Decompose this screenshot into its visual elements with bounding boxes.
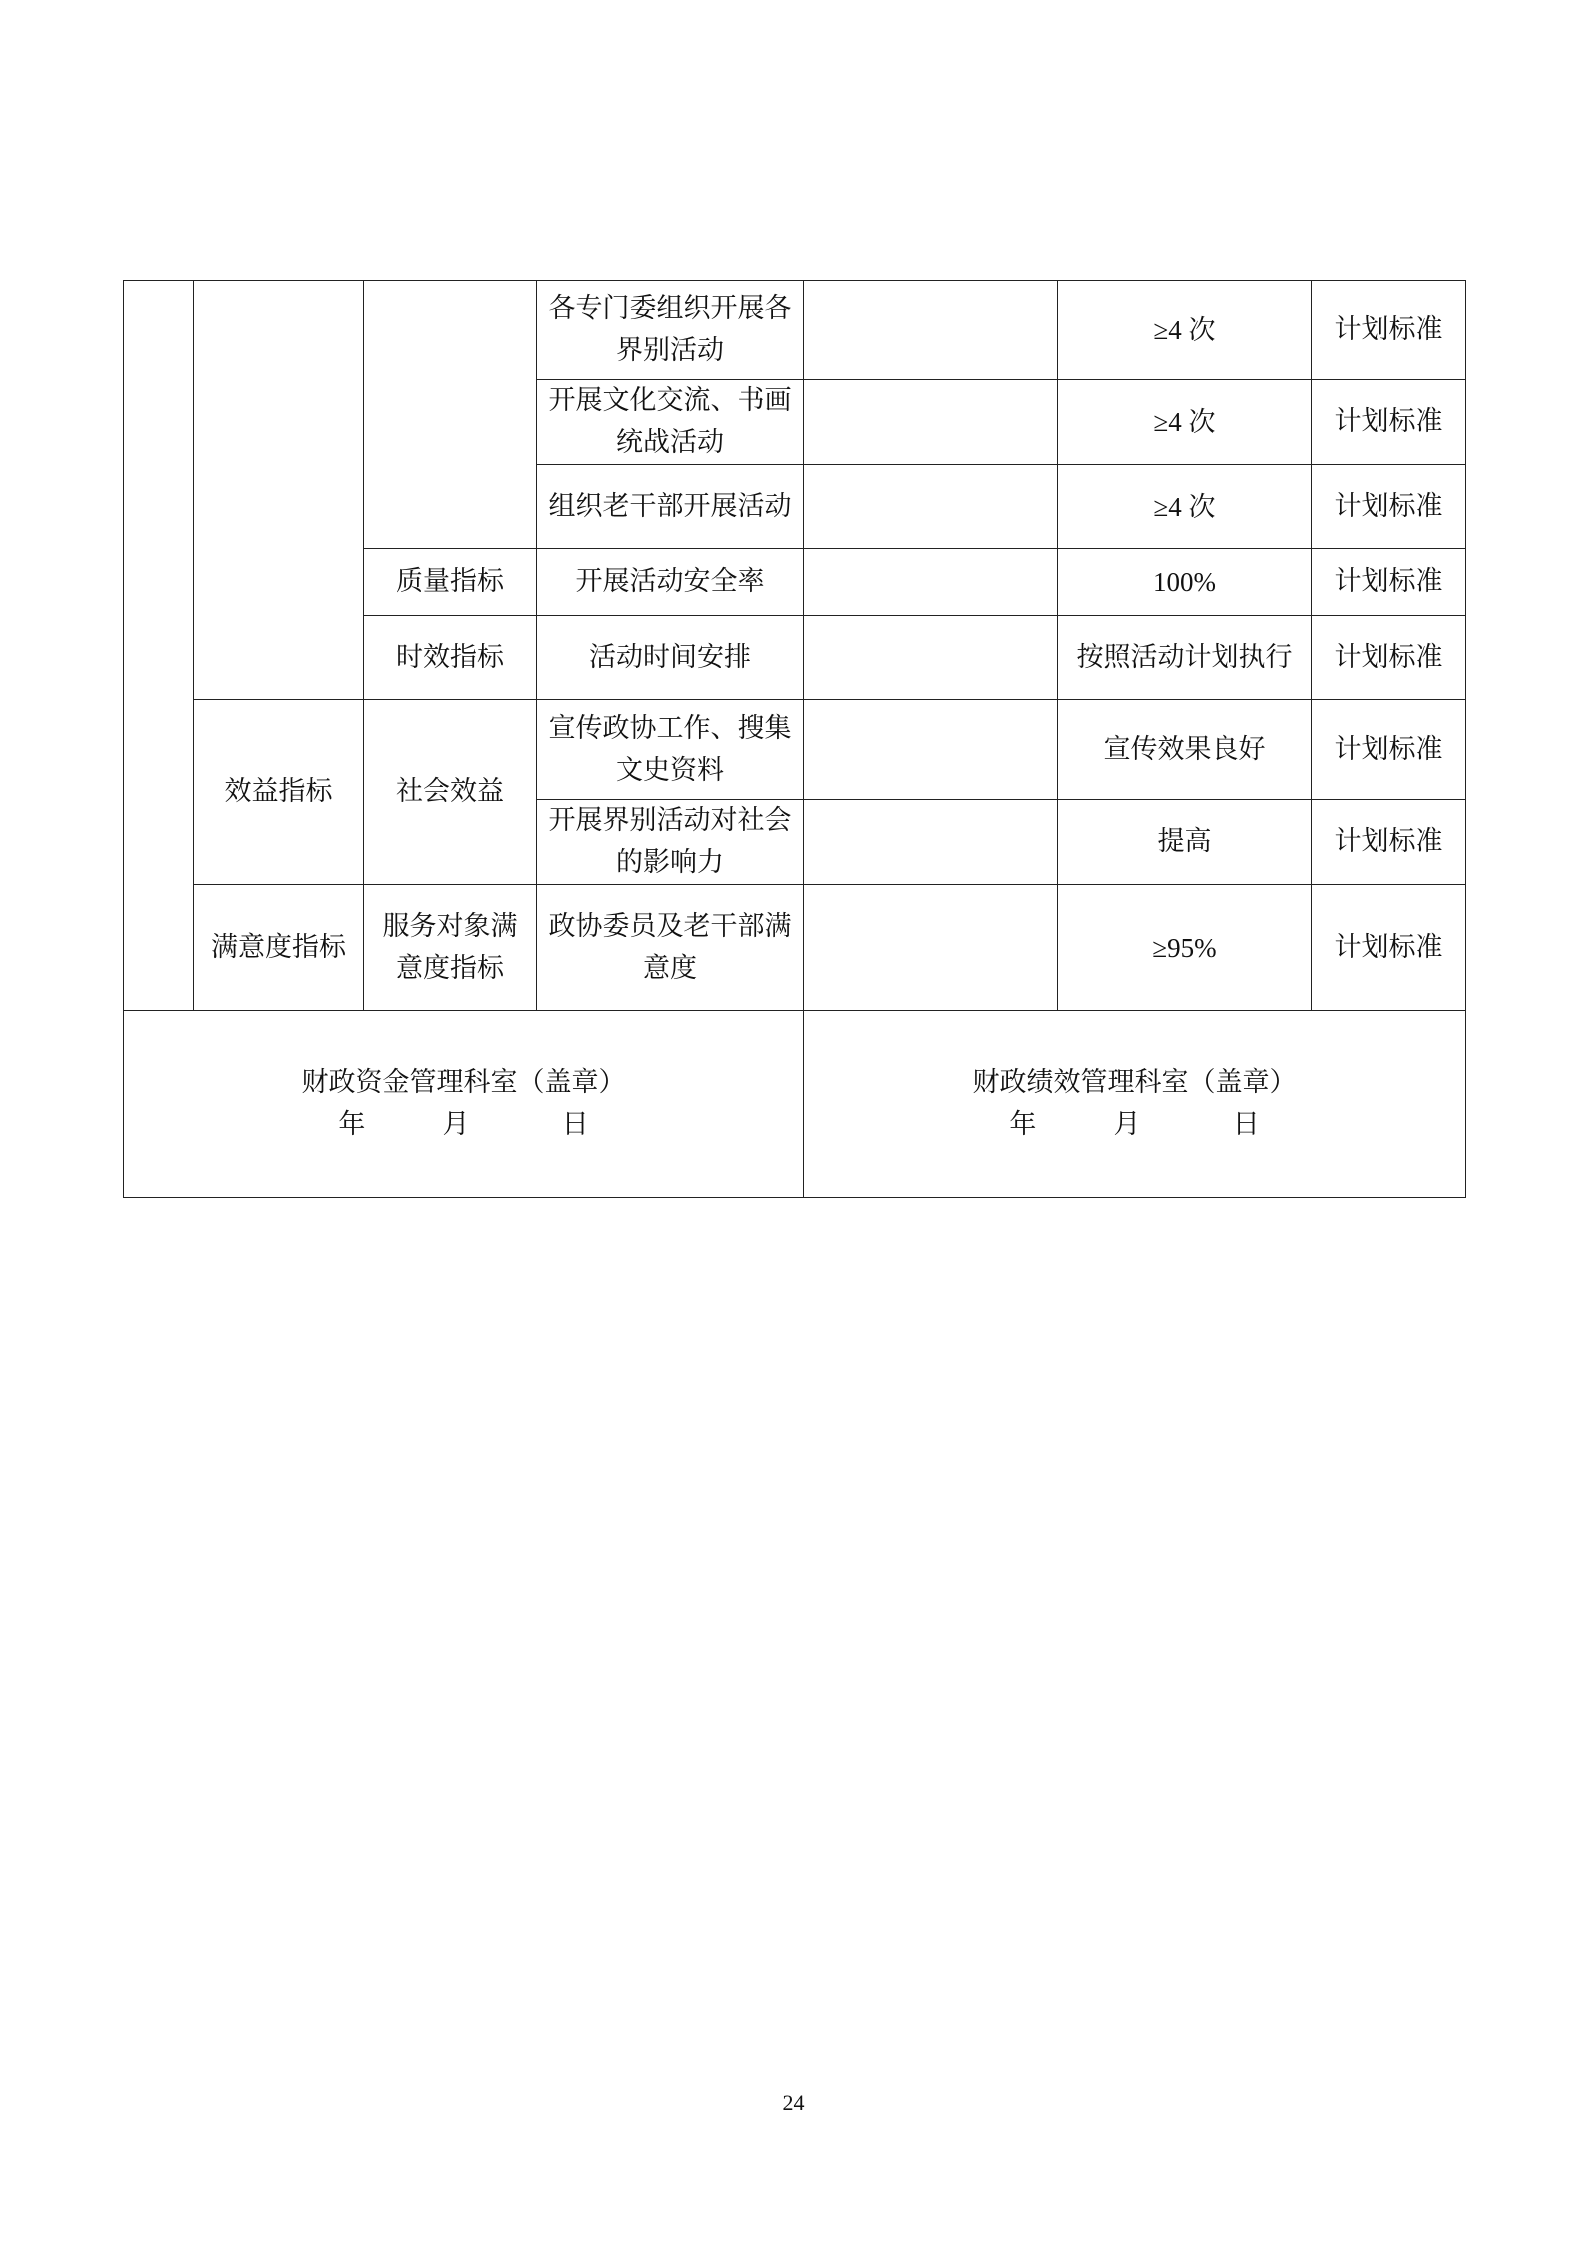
blank-cell [804, 800, 1058, 885]
date-line [134, 1104, 793, 1146]
seal-unit-label: 财政资金管理科室（盖章） [301, 1067, 626, 1098]
target-value-cell: 100% [1058, 549, 1312, 616]
blank-cell [124, 281, 194, 1011]
year-label: 年 [1009, 1109, 1037, 1140]
day-label: 日 [1232, 1109, 1260, 1140]
standard-cell: 计划标准 [1312, 700, 1466, 800]
signature-row [124, 1011, 1466, 1198]
table-row [124, 700, 1466, 800]
level2-indicator-cell: 服务对象满意度指标 [364, 885, 537, 1011]
day-label: 日 [561, 1109, 589, 1140]
standard-cell: 计划标准 [1312, 800, 1466, 885]
blank-cell [804, 380, 1058, 465]
target-value-cell: ≥95% [1058, 885, 1312, 1011]
standard-cell: 计划标准 [1312, 616, 1466, 700]
standard-cell: 计划标准 [1312, 465, 1466, 549]
indicator-cell: 开展文化交流、书画统战活动 [537, 380, 804, 465]
indicator-cell: 开展界别活动对社会的影响力 [537, 800, 804, 885]
date-line [814, 1104, 1455, 1146]
standard-cell: 计划标准 [1312, 281, 1466, 380]
blank-cell [804, 281, 1058, 380]
year-label: 年 [338, 1109, 366, 1140]
blank-cell [804, 549, 1058, 616]
level2-indicator-cell: 质量指标 [364, 549, 537, 616]
blank-cell [194, 281, 364, 700]
page-number: 24 [782, 2090, 805, 2115]
standard-cell: 计划标准 [1312, 885, 1466, 1011]
blank-cell [804, 465, 1058, 549]
indicator-cell: 开展活动安全率 [537, 549, 804, 616]
indicator-cell: 组织老干部开展活动 [537, 465, 804, 549]
indicator-cell: 宣传政协工作、搜集文史资料 [537, 700, 804, 800]
blank-cell [804, 885, 1058, 1011]
blank-cell [804, 700, 1058, 800]
signature-block-left [124, 1011, 804, 1198]
blank-cell [804, 616, 1058, 700]
target-value-cell: 宣传效果良好 [1058, 700, 1312, 800]
table-row [124, 281, 1466, 380]
level2-indicator-cell: 时效指标 [364, 616, 537, 700]
performance-indicator-table [123, 280, 1466, 1198]
target-value-cell: ≥4 次 [1058, 281, 1312, 380]
level2-indicator-cell: 社会效益 [364, 700, 537, 885]
month-label: 月 [1113, 1109, 1141, 1140]
table-row [124, 885, 1466, 1011]
target-value-cell: 提高 [1058, 800, 1312, 885]
seal-unit-label: 财政绩效管理科室（盖章） [972, 1067, 1297, 1098]
month-label: 月 [442, 1109, 470, 1140]
target-value-cell: ≥4 次 [1058, 465, 1312, 549]
indicator-cell: 政协委员及老干部满意度 [537, 885, 804, 1011]
standard-cell: 计划标准 [1312, 549, 1466, 616]
indicator-cell: 各专门委组织开展各界别活动 [537, 281, 804, 380]
blank-cell [364, 281, 537, 549]
level1-indicator-cell: 满意度指标 [194, 885, 364, 1011]
signature-block-right [804, 1011, 1466, 1198]
standard-cell: 计划标准 [1312, 380, 1466, 465]
level1-indicator-cell: 效益指标 [194, 700, 364, 885]
indicator-cell: 活动时间安排 [537, 616, 804, 700]
target-value-cell: ≥4 次 [1058, 380, 1312, 465]
target-value-cell: 按照活动计划执行 [1058, 616, 1312, 700]
